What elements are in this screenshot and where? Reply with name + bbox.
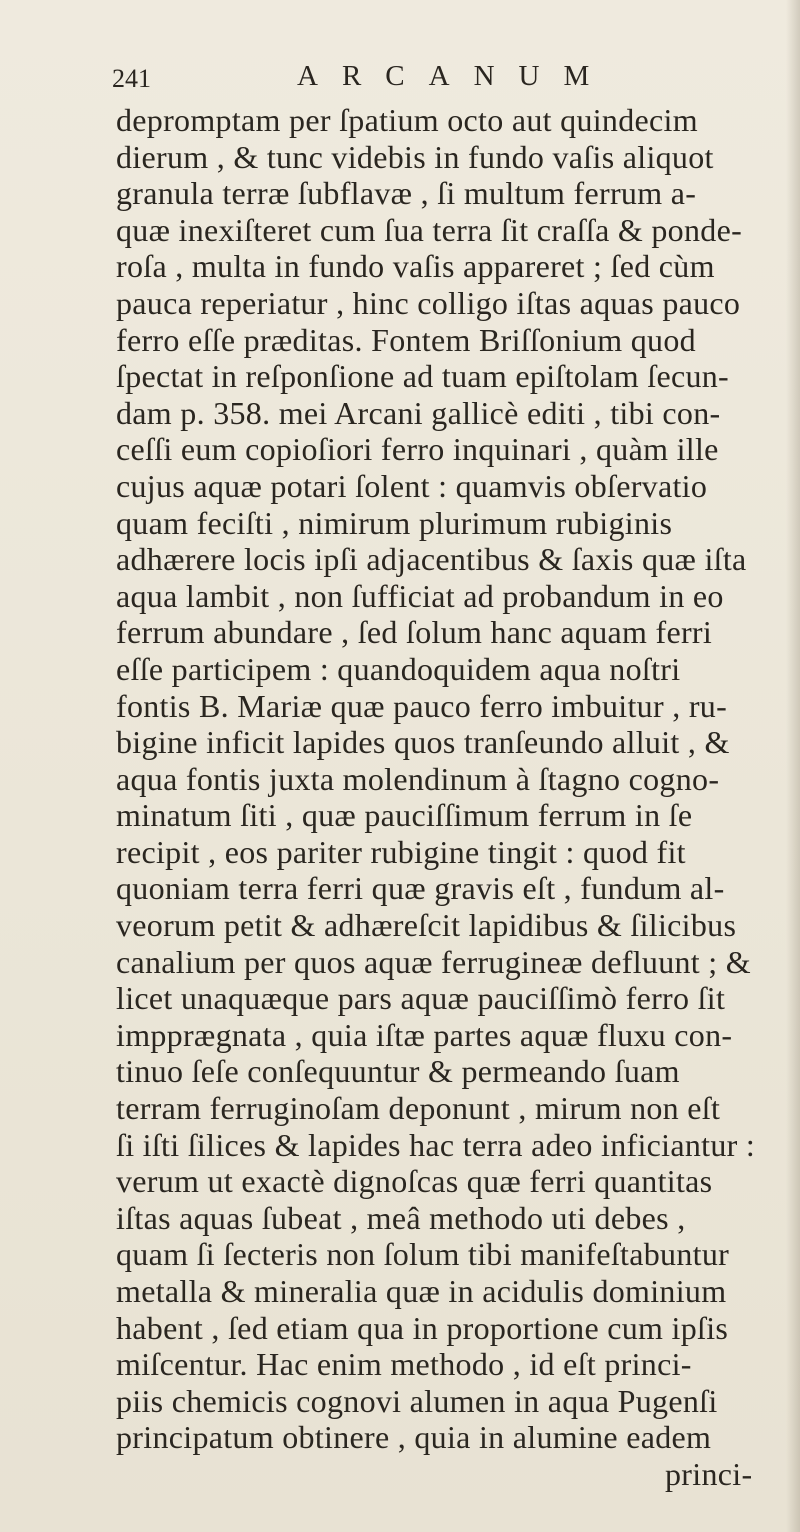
text-line: adhærere locis ipſi adjacentibus & ſaxis quæ iſta (116, 541, 747, 578)
text-line: impprægnata , quia iſtæ partes aquæ fluxu con- (116, 1016, 733, 1053)
text-line: verum ut exactè dignoſcas quæ ferri quantitas (116, 1163, 713, 1200)
running-title: ARCANUM (297, 60, 614, 92)
text-line: iſtas aquas ſubeat , meâ methodo uti debes , (116, 1199, 686, 1236)
text-line: recipit , eos pariter rubigine tingit : quod fit (116, 833, 686, 870)
text-line: habent , ſed etiam qua in proportione cum ipſis (116, 1309, 729, 1346)
text-line: ſi iſti ſilices & lapides hac terra adeo inficiantur : (116, 1126, 756, 1163)
text-line: quam ſi ſecteris non ſolum tibi manifeſtabuntur (116, 1236, 730, 1273)
page-number: 241 (112, 64, 151, 93)
text-line: canalium per quos aquæ ferrugineæ defluunt ; & (116, 943, 751, 980)
text-line: veorum petit & adhæreſcit lapidibus & ſilicibus (116, 907, 737, 944)
text-line: cujus aquæ potari ſolent : quamvis obſervatio (116, 467, 708, 504)
text-line: quæ inexiſteret cum ſua terra ſit craſſa & ponde- (116, 211, 743, 248)
text-line: fontis B. Mariæ quæ pauco ferro imbuitur , ru- (116, 687, 728, 724)
text-line: miſcentur. Hac enim methodo , id eſt princi- (116, 1346, 692, 1383)
text-line: tinuo ſeſe conſequuntur & permeando ſuam (116, 1053, 680, 1090)
text-line: bigine inficit lapides quos tranſeundo alluit , & (116, 724, 730, 761)
text-line: ceſſi eum copioſiori ferro inquinari , quàm ille (116, 431, 719, 468)
text-line: granula terræ ſubflavæ , ſi multum ferrum a- (116, 175, 697, 212)
running-head (112, 60, 752, 100)
text-line: eſſe participem : quandoquidem aqua noſtri (116, 650, 681, 687)
text-line: metalla & mineralia quæ in acidulis dominium (116, 1273, 727, 1309)
text-line: depromptam per ſpatium octo aut quindecim (116, 102, 698, 138)
text-line: dierum , & tunc videbis in fundo vaſis aliquot (116, 138, 714, 175)
text-line: quam feciſti , nimirum plurimum rubiginis (116, 504, 673, 541)
text-line: terram ferruginoſam deponunt , mirum non eſt (116, 1090, 721, 1127)
text-line: licet unaquæque pars aquæ pauciſſimò ferro ſit (116, 980, 726, 1017)
text-line: minatum ſiti , quæ pauciſſimum ferrum in ſe (116, 797, 693, 834)
catchword: princi- (665, 1455, 753, 1492)
text-line: roſa , multa in fundo vaſis appareret ; ſed cùm (116, 248, 715, 285)
text-line: ferrum abundare , ſed ſolum hanc aquam ferri (116, 614, 713, 651)
text-line: quoniam terra ferri quæ gravis eſt , fundum al- (116, 870, 725, 907)
text-line: aqua lambit , non ſufficiat ad probandum in eo (116, 577, 724, 614)
body-text (116, 102, 796, 1493)
text-line: aqua fontis juxta molendinum à ſtagno cogno- (116, 760, 720, 797)
text-line: ſpectat in reſponſione ad tuam epiſtolam ſecun- (116, 358, 730, 395)
text-line: ferro eſſe præditas. Fontem Briſſonium quod (116, 321, 696, 358)
text-line: pauca reperiatur , hinc colligo iſtas aquas pauco (116, 284, 741, 321)
text-line: dam p. 358. mei Arcani gallicè editi , tibi con- (116, 394, 721, 431)
text-line: principatum obtinere , quia in alumine eadem (116, 1419, 712, 1456)
text-line: piis chemicis cognovi alumen in aqua Pugenſi (116, 1382, 718, 1419)
